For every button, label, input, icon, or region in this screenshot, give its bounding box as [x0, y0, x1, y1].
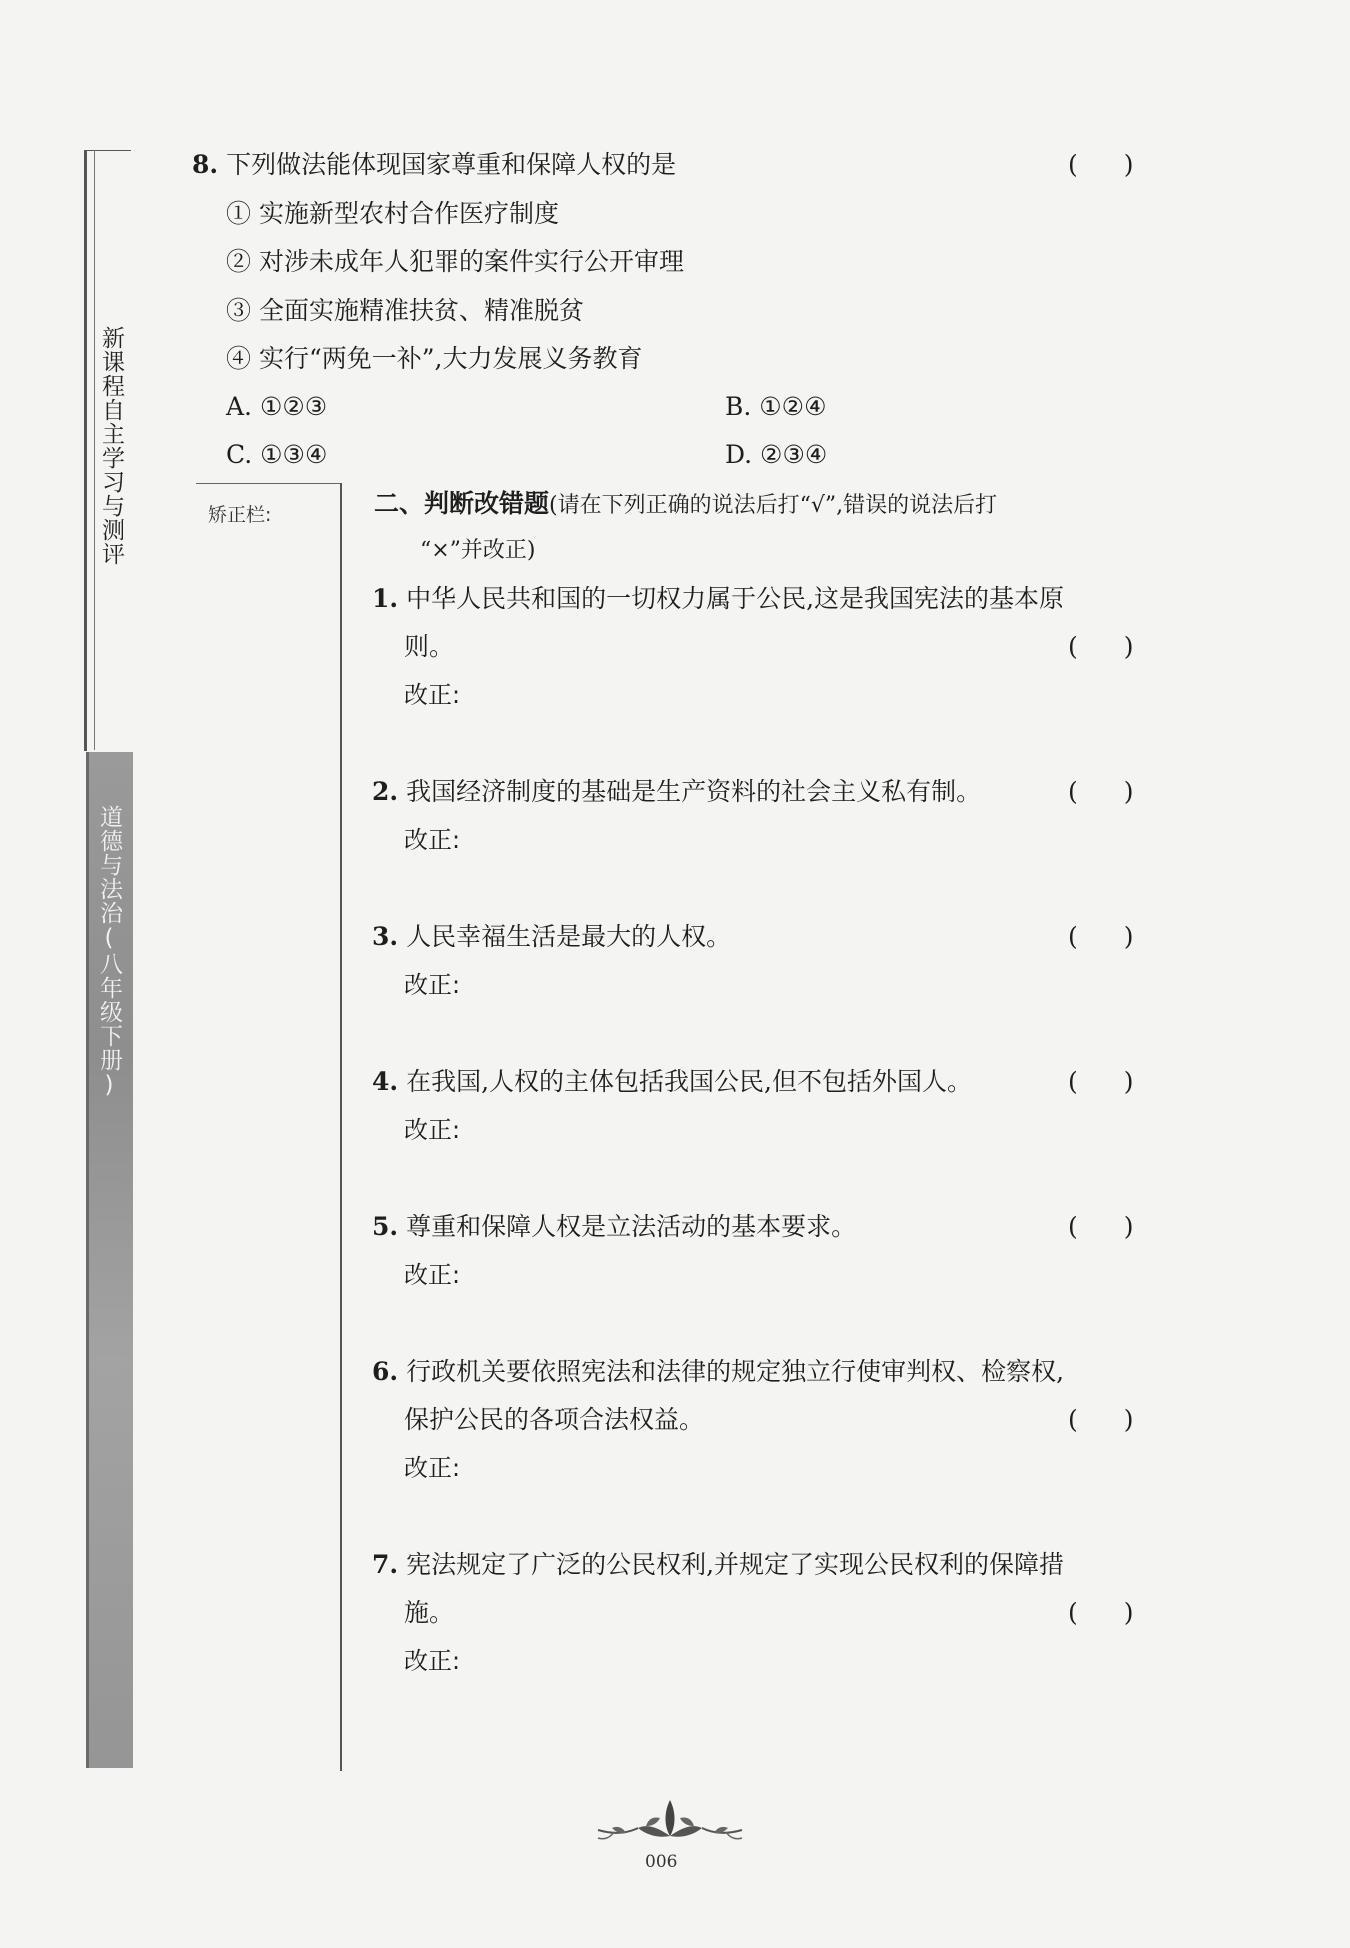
- option-b: B. ①②④: [725, 392, 827, 421]
- answer-paren[interactable]: ( ): [1068, 1067, 1134, 1096]
- judge-question-3: [372, 922, 731, 952]
- statement-item: ③ 全面实施精准扶贫、精准脱贫: [226, 296, 584, 325]
- question-text: 行政机关要依照宪法和法律的规定独立行使审判权、检察权,: [406, 1357, 1065, 1386]
- question-number: 7.: [372, 1550, 399, 1579]
- answer-paren[interactable]: ( ): [1068, 922, 1134, 951]
- correction-divider-vertical: [340, 483, 342, 1771]
- question-text: 尊重和保障人权是立法活动的基本要求。: [406, 1212, 857, 1241]
- series-title: 新课程自主学习与测评: [98, 326, 124, 566]
- answer-paren[interactable]: ( ): [1068, 1598, 1134, 1627]
- fix-label: 改正:: [404, 971, 461, 999]
- question-number: 3.: [372, 922, 399, 951]
- question-text-cont: 则。: [404, 632, 455, 661]
- fix-label: 改正:: [404, 1116, 461, 1144]
- answer-paren[interactable]: ( ): [1068, 632, 1134, 661]
- statement-item: ① 实施新型农村合作医疗制度: [226, 199, 559, 228]
- question-text: 在我国,人权的主体包括我国公民,但不包括外国人。: [406, 1067, 972, 1096]
- option-a: A. ①②③: [226, 392, 328, 421]
- fix-label: 改正:: [404, 681, 461, 709]
- answer-paren[interactable]: ( ): [1068, 1405, 1134, 1434]
- question-text: 人民幸福生活是最大的人权。: [406, 922, 732, 951]
- page-number: 006: [645, 1852, 678, 1872]
- answer-paren[interactable]: ( ): [1068, 1212, 1134, 1241]
- question-number: 6.: [372, 1357, 399, 1386]
- question-text: 宪法规定了广泛的公民权利,并规定了实现公民权利的保障措: [406, 1550, 1065, 1579]
- fix-label: 改正:: [404, 1454, 461, 1482]
- section-heading-row: [374, 489, 997, 521]
- judge-question-2: [372, 777, 981, 807]
- statement-item: ④ 实行“两免一补”,大力发展义务教育: [226, 344, 643, 373]
- answer-paren[interactable]: ( ): [1068, 777, 1134, 806]
- subject-title: 道德与法治(八年级下册): [96, 805, 122, 1099]
- fix-label: 改正:: [404, 1261, 461, 1289]
- correction-divider-horizontal: [196, 483, 342, 484]
- question-number: 5.: [372, 1212, 399, 1241]
- answer-paren[interactable]: ( ): [1068, 150, 1134, 179]
- judge-question-5: [372, 1212, 856, 1242]
- fix-label: 改正:: [404, 1647, 461, 1675]
- question-text-cont: 施。: [404, 1598, 455, 1627]
- judge-question-1: [372, 584, 1064, 614]
- question-number: 1.: [372, 584, 399, 613]
- question-8-stem-row: [192, 150, 676, 180]
- leaf-ornament-icon: [590, 1796, 750, 1856]
- correction-label: 矫正栏:: [208, 504, 272, 526]
- judge-question-4: [372, 1067, 972, 1097]
- section-instruction-cont: “×”并改正): [420, 538, 536, 563]
- question-number: 4.: [372, 1067, 399, 1096]
- judge-question-7: [372, 1550, 1064, 1580]
- fix-label: 改正:: [404, 826, 461, 854]
- question-text-cont: 保护公民的各项合法权益。: [404, 1405, 705, 1434]
- section-instruction: (请在下列正确的说法后打“√”,错误的说法后打: [549, 493, 998, 518]
- question-number: 8.: [192, 150, 219, 179]
- question-text: 中华人民共和国的一切权力属于公民,这是我国宪法的基本原: [406, 584, 1065, 613]
- question-stem: 下列做法能体现国家尊重和保障人权的是: [226, 150, 677, 179]
- question-number: 2.: [372, 777, 399, 806]
- statement-item: ② 对涉未成年人犯罪的案件实行公开审理: [226, 247, 684, 276]
- option-c: C. ①③④: [226, 440, 328, 469]
- section-heading: 二、判断改错题: [374, 489, 550, 518]
- option-d: D. ②③④: [725, 440, 828, 469]
- judge-question-6: [372, 1357, 1064, 1387]
- question-text: 我国经济制度的基础是生产资料的社会主义私有制。: [406, 777, 982, 806]
